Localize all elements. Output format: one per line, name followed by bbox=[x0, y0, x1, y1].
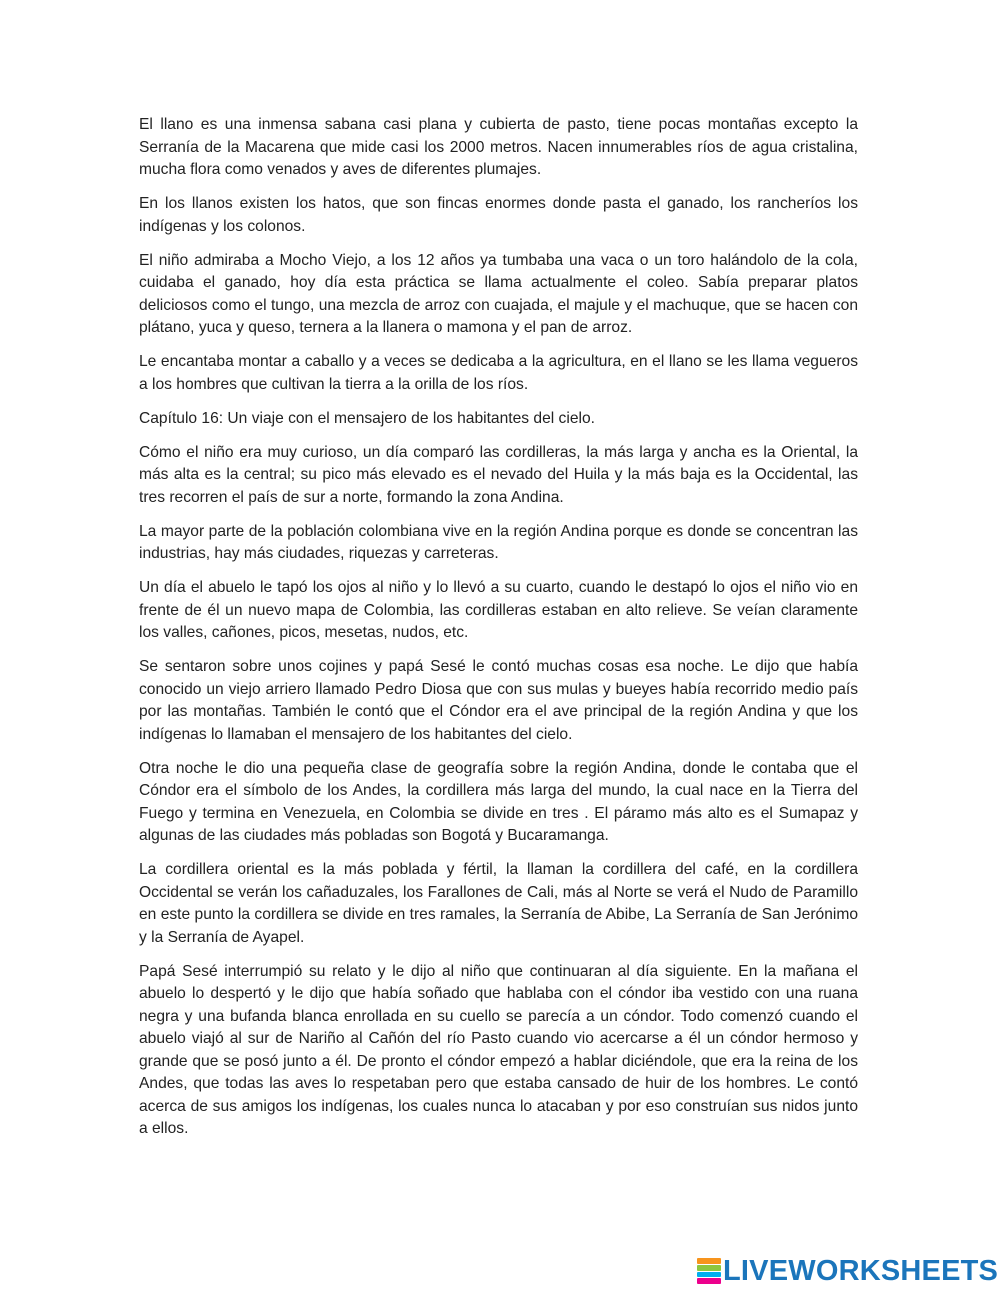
liveworksheets-mark-icon bbox=[697, 1258, 721, 1284]
paragraph-11: La cordillera oriental es la más poblada y fértil, la llaman la cordillera del café, en la cordillera Occidental se verán los cañaduzales, los Farallones de Cali, más al Norte se verá el Nudo de Paramillo en este punto la cordillera se divide en tres ramales, la Serranía de Abibe, La Serranía de San Jerónimo y la Serranía de Ayapel. bbox=[139, 861, 858, 946]
paragraph-10: Otra noche le dio una pequeña clase de geografía sobre la región Andina, donde le contaba que el Cóndor era el símbolo de los Andes, la cordillera más larga del mundo, la cual nace en la Tierra del Fuego y termina en Venezuela, en Colombia se divide en tres . El páramo más alto es el Sumapaz y algunas de las ciudades más pobladas son Bogotá y Bucaramanga. bbox=[139, 759, 858, 844]
paragraph-2: En los llanos existen los hatos, que son fincas enormes donde pasta el ganado, los rancheríos los indígenas y los colonos. bbox=[139, 195, 858, 235]
paragraph-9: Se sentaron sobre unos cojines y papá Sesé le contó muchas cosas esa noche. Le dijo que había conocido un viejo arriero llamado Pedro Diosa que con sus mulas y bueyes había recorrido medio país por las montañas. También le contó que el Cóndor era el ave principal de la región Andina y que los indígenas lo llamaban el mensajero de los habitantes del cielo. bbox=[139, 658, 858, 743]
paragraph-12: Papá Sesé interrumpió su relato y le dijo al niño que continuaran al día siguiente. En la mañana el abuelo lo despertó y le dijo que había soñado que hablaba con el cóndor iba vestido con una ruana negra y una bufanda blanca enrollada en su cuello se parecía a un cóndor. Todo comenzó cuando el abuelo viajó al sur de Nariño al Cañón del río Pasto cuando vio acercarse a él un cóndor hermoso y grande que se posó junto a él. De pronto el cóndor empezó a hablar diciéndole, que era la reina de los Andes, que todas las aves lo respetaban pero que estaba cansado de huir de los hombres. Le contó acerca de sus amigos los indígenas, los cuales nunca lo atacaban y por eso construían sus nidos junto a ellos. bbox=[139, 962, 858, 1137]
paragraph-8: Un día el abuelo le tapó los ojos al niño y lo llevó a su cuarto, cuando le destapó lo ojos el niño vio en frente de él un nuevo mapa de Colombia, las cordilleras estaban en alto relieve. Se veían claramente los valles, cañones, picos, mesetas, nudos, etc. bbox=[139, 579, 858, 641]
paragraph-6: Cómo el niño era muy curioso, un día comparó las cordilleras, la más larga y ancha es la Oriental, la más alta es la central; su pico más elevado es el nevado del Huila y la más baja es la Occidental, las tres recorren el país de sur a norte, formando la zona Andina. bbox=[139, 443, 858, 506]
liveworksheets-logo[interactable] bbox=[697, 1256, 998, 1286]
paragraph-3: El niño admiraba a Mocho Viejo, a los 12 años ya tumbaba una vaca o un toro halándolo de la cola, cuidaba el ganado, hoy día esta práctica se llama actualmente el coleo. Sabía preparar platos deliciosos como el tungo, una mezcla de arroz con cuajada, el majule y el machuque, que se hacen con plátano, yuca y queso, ternera a la llanera o mamona y el pan de arroz. bbox=[139, 251, 858, 336]
paragraph-7: La mayor parte de la población colombiana vive en la región Andina porque es donde se concentran las industrias, hay más ciudades, riquezas y carreteras. bbox=[139, 522, 858, 562]
paragraph-4: Le encantaba montar a caballo y a veces se dedicaba a la agricultura, en el llano se les llama vegueros a los hombres que cultivan la tierra a la orilla de los ríos. bbox=[139, 353, 858, 393]
document-body bbox=[139, 114, 858, 1152]
chapter-heading: Capítulo 16: Un viaje con el mensajero de los habitantes del cielo. bbox=[139, 409, 595, 427]
brand-text: LIVEWORKSHEETS bbox=[723, 1255, 999, 1287]
paragraph-1: El llano es una inmensa sabana casi plana y cubierta de pasto, tiene pocas montañas excepto la Serranía de la Macarena que mide casi los 2000 metros. Nacen innumerables ríos de agua cristalina, mucha flora como venados y aves de diferentes plumajes. bbox=[139, 116, 858, 178]
